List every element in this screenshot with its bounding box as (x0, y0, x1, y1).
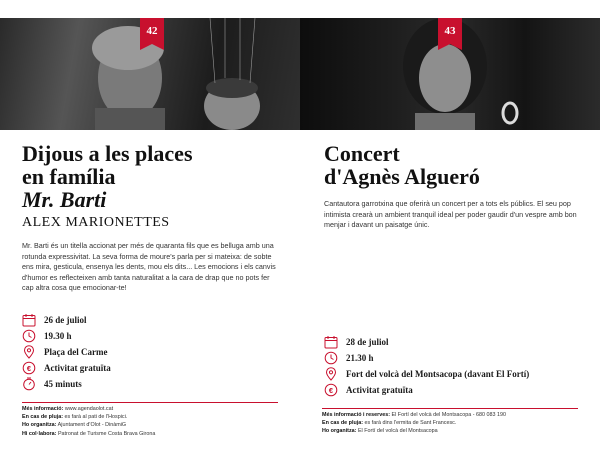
euro-icon (324, 383, 338, 397)
location-icon (22, 345, 36, 359)
info-duration: 45 minuts (22, 376, 292, 392)
title-line-2: d'Agnès Algueró (324, 164, 480, 189)
duration-icon (22, 377, 36, 391)
info-time: 19.30 h (22, 328, 292, 344)
event-footer (322, 411, 592, 436)
footer-line: Ho organitza: El Fortí del volcà del Montsacopa (322, 428, 438, 435)
event-number-badge: 42 (140, 18, 164, 44)
info-location: Fort del volcà del Montsacopa (davant El Fortí) (324, 366, 594, 382)
event-subtitle: Mr. Barti (22, 187, 107, 212)
footer-line: Més informació: www.agendaolot.cat (22, 406, 114, 412)
clock-icon (22, 329, 36, 343)
title-line-2: en família (22, 164, 116, 189)
footer-line: Hi col·labora: Patronat de Turisme Costa Brava Girona (22, 430, 156, 437)
footer-divider (22, 402, 278, 403)
location-icon (324, 367, 338, 381)
footer-line: En cas de pluja: es farà dins l'ermita de Sant Francesc. (322, 420, 457, 427)
event-author: ALEX MARIONETTES (22, 215, 170, 230)
event-info-list (22, 312, 292, 392)
svg-text:€: € (328, 385, 334, 395)
event-footer (22, 405, 292, 438)
calendar-icon (22, 313, 36, 327)
event-number-badge: 43 (438, 18, 462, 44)
euro-icon (22, 361, 36, 375)
info-date: 28 de juliol (324, 334, 594, 350)
info-date: 26 de juliol (22, 312, 292, 328)
info-price: € Activitat gratuïta (324, 382, 594, 398)
event-title (324, 142, 594, 188)
info-time: 21.30 h (324, 350, 594, 366)
footer-line: Ho organitza: Ajuntament d'Olot - DinàmiG (22, 422, 127, 429)
calendar-icon (324, 335, 338, 349)
info-price: € Activitat gratuïta (22, 360, 292, 376)
title-line-1: Dijous a les places (22, 141, 193, 166)
info-location: Plaça del Carme (22, 344, 292, 360)
event-title (22, 142, 292, 188)
title-line-1: Concert (324, 141, 400, 166)
footer-line: Més informació i reserves: El Fortí del volcà del Montsacopa - 680 083 190 (322, 412, 506, 418)
event-description: Cantautora garrotxina que oferirà un concert per a tots els públics. El seu pop intimista crearà un ambient tranquil ideal per poder gaudir d'un vespre amb bon menjar i davant un paisatge únic. (324, 199, 577, 229)
footer-line: En cas de pluja: es farà al pati de l'Hospici. (22, 414, 128, 421)
event-info-list (324, 334, 594, 398)
event-card-43 (300, 0, 600, 450)
clock-icon (324, 351, 338, 365)
event-description: Mr. Barti és un titella accionat per més de quaranta fils que es belluga amb una rotunda expressivitat. La seva forma de moure's parla per si mateixa: de sobte ens mira, gesticula, ensenya les dents, mou els dits... Les emocions i els canvis d'humor es reflecteixen amb tanta naturalitat a la cara de drap que no pots fer cap altra cosa que emocionar-te! (22, 241, 276, 292)
footer-divider (322, 408, 578, 409)
svg-text:€: € (26, 363, 32, 373)
